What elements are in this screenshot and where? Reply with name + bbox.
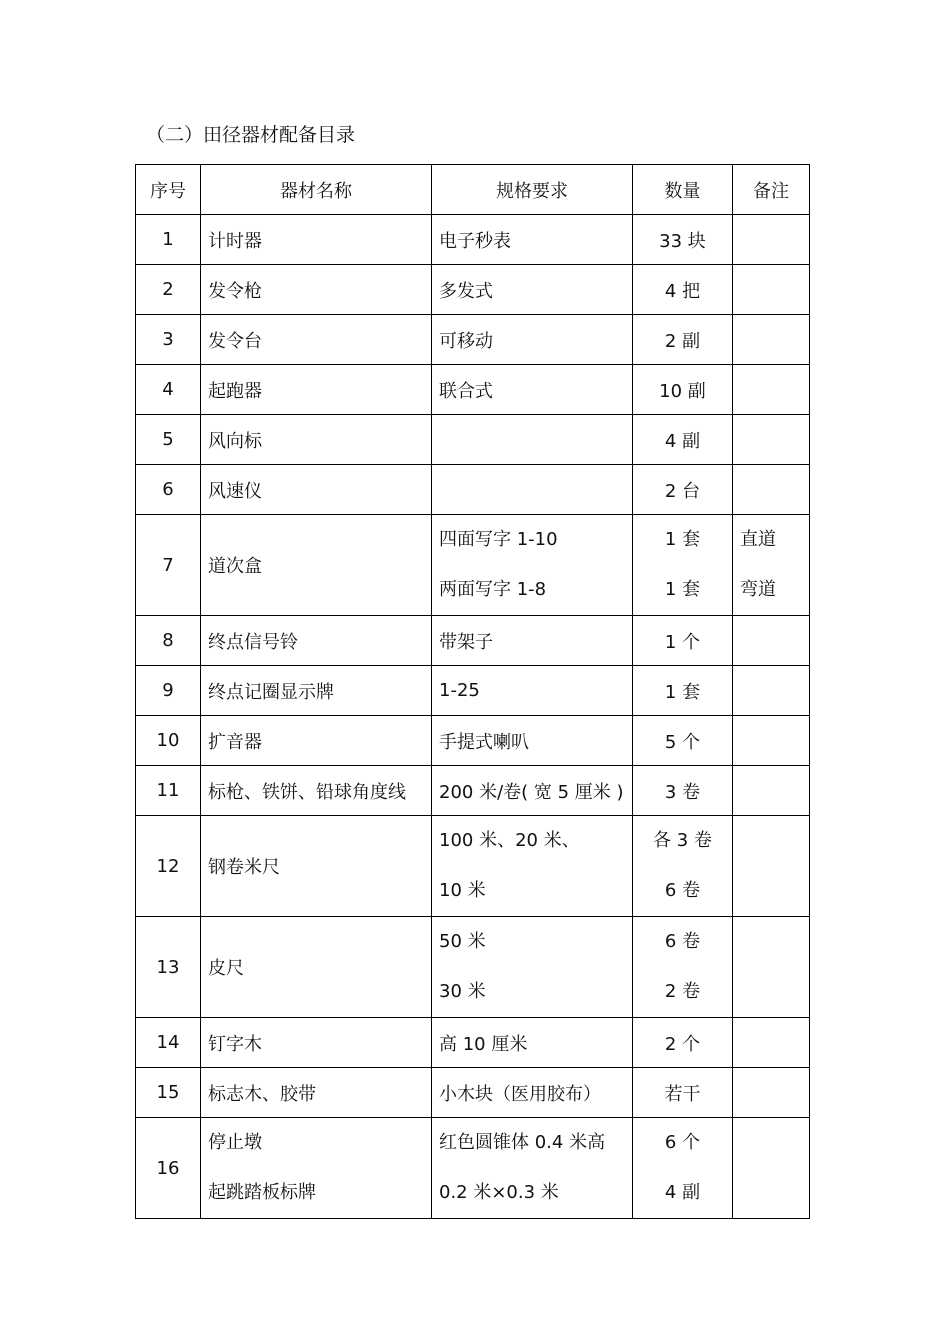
cell-qty	[633, 415, 733, 465]
table-row	[136, 415, 810, 465]
table-row	[136, 315, 810, 365]
cell-name	[201, 917, 432, 1018]
cell-qty	[633, 716, 733, 766]
cell-note	[733, 365, 810, 415]
cell-note	[733, 515, 810, 616]
cell-qty-text: 2 个	[664, 1033, 701, 1055]
table-row	[136, 716, 810, 766]
cell-no: 7	[136, 515, 201, 616]
cell-qty-text: 若干	[664, 1083, 701, 1105]
cell-qty-line: 各 3 卷	[653, 830, 712, 851]
cell-no: 16	[136, 1118, 201, 1219]
cell-no: 6	[136, 465, 201, 515]
cell-no: 3	[136, 315, 201, 365]
cell-note-line: 弯道	[740, 579, 776, 600]
table-row	[136, 515, 810, 616]
cell-qty	[633, 315, 733, 365]
cell-qty-text: 33 块	[659, 230, 706, 252]
table-row	[136, 616, 810, 666]
cell-no: 11	[136, 766, 201, 816]
cell-qty	[633, 265, 733, 315]
cell-qty-text: 2 台	[664, 480, 701, 502]
cell-note	[733, 315, 810, 365]
cell-spec	[432, 1118, 633, 1219]
cell-spec	[432, 816, 633, 917]
cell-qty	[633, 816, 733, 917]
cell-name-text: 钢卷米尺	[208, 857, 280, 878]
cell-spec-text: 手提式喇叭	[439, 731, 529, 753]
table-row	[136, 917, 810, 1018]
cell-no: 14	[136, 1018, 201, 1068]
cell-name-text: 发令枪	[208, 280, 262, 302]
cell-spec	[432, 1068, 633, 1118]
header-note: 备注	[733, 165, 810, 215]
header-qty: 数量	[633, 165, 733, 215]
cell-name	[201, 1118, 432, 1219]
cell-name-text: 皮尺	[208, 958, 244, 979]
cell-qty	[633, 465, 733, 515]
cell-no: 10	[136, 716, 201, 766]
table-header-row	[136, 165, 810, 215]
cell-name-text: 风速仪	[208, 480, 262, 502]
table-row	[136, 265, 810, 315]
cell-name-line: 停止墩	[208, 1132, 262, 1153]
cell-name-line: 起跳踏板标牌	[208, 1182, 316, 1203]
cell-spec	[432, 515, 633, 616]
table-row	[136, 816, 810, 917]
cell-name	[201, 365, 432, 415]
cell-spec	[432, 917, 633, 1018]
cell-name	[201, 515, 432, 616]
cell-no: 1	[136, 215, 201, 265]
cell-spec-text: 高 10 厘米	[439, 1033, 528, 1055]
cell-spec-line: 四面写字 1-10	[439, 529, 558, 550]
cell-qty	[633, 1118, 733, 1219]
cell-spec-text: 1-25	[439, 680, 480, 701]
cell-spec	[432, 1018, 633, 1068]
table-row	[136, 1068, 810, 1118]
table-row	[136, 465, 810, 515]
cell-name	[201, 666, 432, 716]
cell-qty-text: 1 套	[664, 681, 701, 703]
cell-qty-line: 1 套	[664, 529, 701, 550]
cell-qty	[633, 766, 733, 816]
cell-spec	[432, 365, 633, 415]
cell-name-text: 终点记圈显示牌	[208, 681, 334, 703]
cell-spec-text: 电子秒表	[439, 230, 511, 252]
table-row	[136, 1018, 810, 1068]
cell-spec	[432, 315, 633, 365]
cell-spec-text: 多发式	[439, 280, 493, 302]
cell-name	[201, 215, 432, 265]
cell-spec	[432, 666, 633, 716]
cell-qty	[633, 666, 733, 716]
cell-spec	[432, 215, 633, 265]
equipment-table	[135, 164, 810, 1219]
cell-note	[733, 716, 810, 766]
cell-name-text: 扩音器	[208, 731, 262, 753]
header-no: 序号	[136, 165, 201, 215]
cell-qty-text: 10 副	[659, 380, 706, 402]
cell-spec	[432, 716, 633, 766]
cell-note-line: 直道	[740, 529, 776, 550]
cell-name	[201, 265, 432, 315]
cell-name-text: 道次盒	[208, 556, 262, 577]
cell-name	[201, 465, 432, 515]
cell-spec-line: 100 米、20 米、	[439, 830, 580, 851]
table-row	[136, 365, 810, 415]
cell-note	[733, 666, 810, 716]
cell-name	[201, 766, 432, 816]
cell-no: 9	[136, 666, 201, 716]
table-row	[136, 666, 810, 716]
cell-name-text: 标枪、铁饼、铅球角度线	[208, 781, 406, 803]
cell-name	[201, 716, 432, 766]
cell-name-text: 发令台	[208, 330, 262, 352]
cell-qty-line: 2 卷	[664, 981, 701, 1002]
cell-name-text: 终点信号铃	[208, 631, 298, 653]
cell-qty-line: 6 卷	[664, 931, 701, 952]
cell-spec	[432, 465, 633, 515]
table-row	[136, 215, 810, 265]
cell-name-text: 钉字木	[208, 1033, 262, 1055]
cell-spec-text: 联合式	[439, 380, 493, 402]
cell-name	[201, 616, 432, 666]
cell-spec-line: 0.2 米×0.3 米	[439, 1182, 559, 1203]
cell-name-text: 计时器	[208, 230, 262, 252]
cell-qty-line: 6 个	[664, 1132, 701, 1153]
cell-qty	[633, 1018, 733, 1068]
cell-note	[733, 265, 810, 315]
header-name: 器材名称	[201, 165, 432, 215]
cell-spec-line: 两面写字 1-8	[439, 579, 547, 600]
cell-spec	[432, 265, 633, 315]
cell-spec-line: 10 米	[439, 880, 486, 901]
cell-name	[201, 816, 432, 917]
cell-qty-text: 4 副	[664, 430, 701, 452]
cell-qty-line: 6 卷	[664, 880, 701, 901]
cell-spec-text: 小木块（医用胶布）	[439, 1083, 601, 1105]
cell-spec	[432, 766, 633, 816]
cell-name	[201, 1018, 432, 1068]
page-title: （二）田径器材配备目录	[146, 124, 356, 146]
cell-qty	[633, 1068, 733, 1118]
cell-spec	[432, 415, 633, 465]
cell-note	[733, 465, 810, 515]
header-spec: 规格要求	[432, 165, 633, 215]
cell-no: 13	[136, 917, 201, 1018]
cell-note	[733, 215, 810, 265]
cell-no: 2	[136, 265, 201, 315]
cell-qty-text: 4 把	[664, 280, 701, 302]
cell-spec-text: 200 米/卷( 宽 5 厘米 )	[439, 781, 624, 803]
cell-qty	[633, 215, 733, 265]
cell-note	[733, 1118, 810, 1219]
cell-note	[733, 616, 810, 666]
cell-qty	[633, 616, 733, 666]
cell-note	[733, 1068, 810, 1118]
cell-spec-line: 30 米	[439, 981, 486, 1002]
table-row	[136, 766, 810, 816]
cell-note	[733, 415, 810, 465]
cell-name-text: 起跑器	[208, 380, 262, 402]
cell-qty-text: 2 副	[664, 330, 701, 352]
cell-qty-text: 1 个	[664, 631, 701, 653]
cell-no: 5	[136, 415, 201, 465]
cell-name	[201, 415, 432, 465]
cell-no: 8	[136, 616, 201, 666]
cell-spec-line: 50 米	[439, 931, 486, 952]
cell-note	[733, 816, 810, 917]
cell-spec	[432, 616, 633, 666]
cell-spec-line: 红色圆锥体 0.4 米高	[439, 1132, 606, 1153]
cell-no: 12	[136, 816, 201, 917]
cell-note	[733, 1018, 810, 1068]
cell-qty-line: 1 套	[664, 579, 701, 600]
cell-note	[733, 917, 810, 1018]
cell-qty-text: 5 个	[664, 731, 701, 753]
cell-name	[201, 315, 432, 365]
cell-name-text: 标志木、胶带	[208, 1083, 316, 1105]
cell-spec-text: 可移动	[439, 330, 493, 352]
cell-name	[201, 1068, 432, 1118]
cell-note	[733, 766, 810, 816]
cell-qty	[633, 365, 733, 415]
cell-qty-line: 4 副	[664, 1182, 701, 1203]
cell-qty-text: 3 卷	[664, 781, 701, 803]
table-row	[136, 1118, 810, 1219]
cell-name-text: 风向标	[208, 430, 262, 452]
cell-no: 15	[136, 1068, 201, 1118]
cell-no: 4	[136, 365, 201, 415]
cell-spec-text: 带架子	[439, 631, 493, 653]
cell-qty	[633, 917, 733, 1018]
cell-qty	[633, 515, 733, 616]
